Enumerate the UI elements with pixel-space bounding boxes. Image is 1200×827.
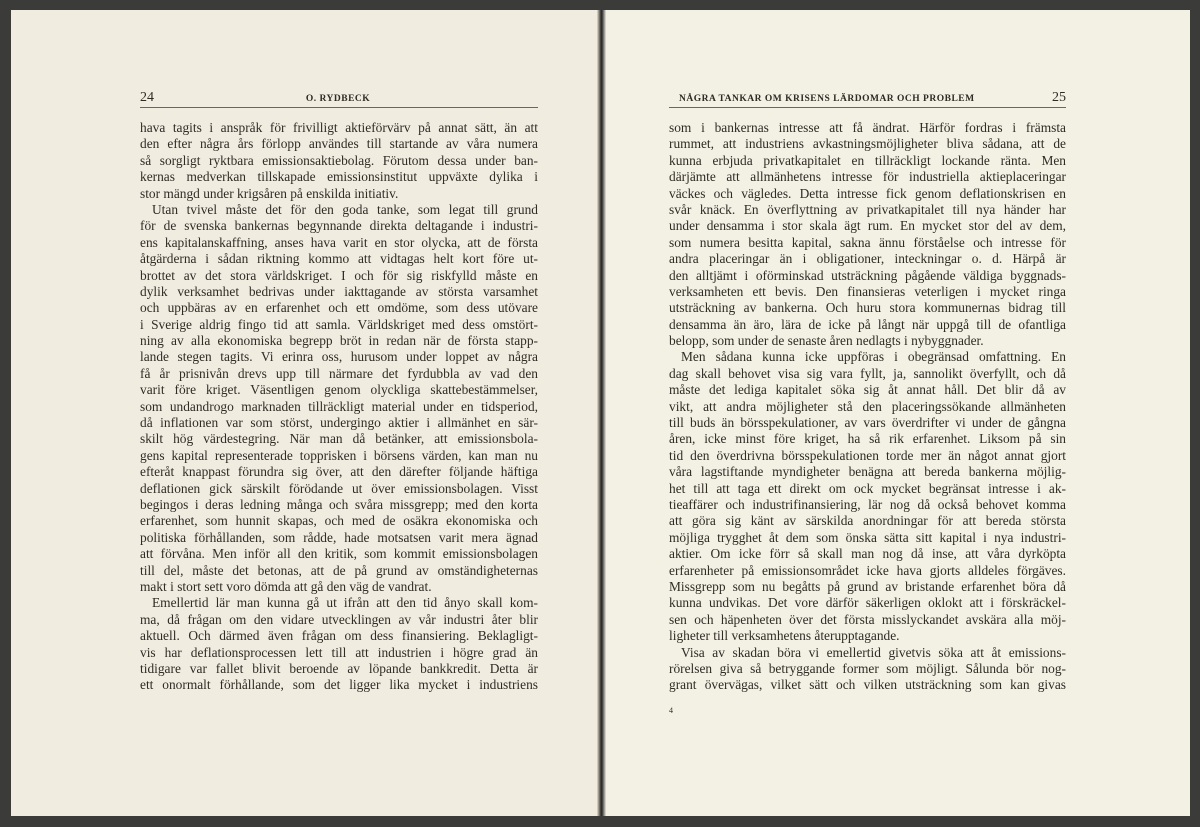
text-line: till del, måste det betonas, att de på grund av omständigheternas: [140, 562, 538, 578]
running-head: [140, 90, 538, 108]
text-line: och uppbäras av en erfarenhet och ett omdöme, som dess utövare: [140, 300, 538, 316]
text-line: för de svenska bankernas begynnande direkta deltagande i industri-: [140, 218, 538, 234]
text-line: den efter några års förlopp användes till startande av våra numera: [140, 136, 538, 152]
text-line: väckes och vägledes. Detta intresse fick genom deflationskrisen en: [669, 185, 1066, 201]
text-line: ligheter till verksamhetens återupptagande.: [669, 628, 900, 644]
text-line: ens kapitalanskaffning, anses hava varit en stor olycka, att de första: [140, 234, 538, 250]
text-line: under densamma i stor skala ägt rum. En mycket stor del av dem,: [669, 218, 1066, 234]
text-line: lande stegen tagits. Vi erinra oss, hurusom under loppet av några: [140, 349, 538, 365]
text-line: brottet av det stora världskriget. I och för sig riskfylld måste en: [140, 267, 538, 283]
text-line: politiska förhållanden, som rådde, hade motsatsen varit mera ägnad: [140, 529, 538, 545]
text-line: möjliga trygghet åt dem som önska sätta sitt kapital i nya industri-: [669, 529, 1066, 545]
text-line: tieaffärer och industrifinansiering, lär nog då också behovet komma: [669, 496, 1066, 512]
text-line: som undandrogo marknaden tillräckligt material under en tidsperiod,: [140, 398, 538, 414]
body-text: [669, 120, 1066, 694]
text-line: då inflationen var som störst, undergingo aktier i allmänhet en sär-: [140, 415, 538, 431]
text-line: att göra sig känt av särskilda anordningar för att bereda största: [669, 513, 1066, 529]
text-line: ett onormalt förhållande, som det ligger lika mycket i industriens: [140, 677, 538, 693]
body-text: [140, 120, 538, 694]
text-line: så sorgligt ryktbara emissionsaktiebolag. Förutom dessa under ban-: [140, 152, 538, 168]
text-line: tidigare var fallet blivit beroende av löpande bankkredit. Detta är: [140, 660, 538, 676]
text-line: densamma än äro, lära de icke på långt när uppgå till de ofantliga: [669, 316, 1066, 332]
text-line: kunna erbjuda privatkapitalet en tillräckligt lockande ränta. Men: [669, 152, 1066, 168]
text-line: i Sverige aldrig fingo tid att samla. Världskriget med dess omstört-: [140, 316, 538, 332]
text-line: dag skall behovet visa sig vara fyllt, ja, sannolikt överfyllt, och då: [669, 365, 1066, 381]
text-line: efteråt knappast förundra sig över, att den därefter följande häftiga: [140, 464, 538, 480]
page-number: 25: [1052, 90, 1066, 105]
running-head-title: NÅGRA TANKAR OM KRISENS LÄRDOMAR OCH PROBLEM: [679, 94, 975, 104]
text-line: andra placeringar än i obligationer, inteckningar o. d. Härpå är: [669, 251, 1066, 267]
text-line: aktuell. Och därmed även frågan om dess finansiering. Beklagligt-: [140, 628, 538, 644]
text-line: erfarenheter på emissionsområdet icke hava gjorts alldeles förgäves.: [669, 562, 1066, 578]
text-line: utsträckning av bankerna. Och huru stora kommunernas bidrag till: [669, 300, 1066, 316]
text-line: åren, icke minst före kriget, ha så rik erfarenhet. Liksom på sin: [669, 431, 1066, 447]
text-line: vikt, att andra möjligheter stå den placeringssökande allmänheten: [669, 398, 1066, 414]
text-line: hava tagits i anspråk för frivilligt aktieförvärv på annat sätt, än att: [140, 120, 538, 135]
page-number: 24: [140, 90, 154, 105]
text-line: därjämte att allmänhetens intresse för industriella aktieplaceringar: [669, 169, 1066, 185]
book-gutter: [597, 10, 606, 816]
text-line: verksamheten ett bevis. Den finansieras veterligen i mycket ringa: [669, 283, 1066, 299]
left-page: [11, 10, 597, 816]
text-line: åtgärderna i sådan riktning kommo att vidtagas helt kort före ut-: [140, 251, 538, 267]
text-line: ma, då frågan om den vidare utvecklingen av vår industri åter blir: [140, 611, 538, 627]
text-line: varit före kriget. Väsentligen genom olyckliga skattebestämmelser,: [140, 382, 538, 398]
text-line: begingos i deras ledning många och svåra missgrepp; med den korta: [140, 496, 538, 512]
text-line: het till att taga ett direkt om ock mycket begränsat intresse i ak-: [669, 480, 1066, 496]
text-line: ning av alla ekonomiska begrepp bröt in redan när de första stapp-: [140, 333, 538, 349]
text-line: kernas medverkan tillskapade emissionsinstitut uppväxte dylika i: [140, 169, 538, 185]
text-line: stor mängd under krigsåren på enskilda initiativ.: [140, 185, 399, 201]
text-line: som numera besitta kapital, sakna ännu förståelse och intresse för: [669, 234, 1066, 250]
text-line: grant övervägas, vilket sätt och vilken utsträckning som kan givas: [669, 677, 1066, 693]
text-line: måste det lediga kapitalet söka sig åt annat håll. Det blir då av: [669, 382, 1066, 398]
text-line: aktier. Om icke förr så skall man nog då inse, att våra dyrköpta: [669, 546, 1066, 562]
text-line: Visa av skadan böra vi emellertid givetvis söka att åt emissions-: [681, 644, 1066, 660]
running-head-title: O. RYDBECK: [305, 94, 371, 104]
text-line: Men sådana kunna icke uppföras i obegränsad omfattning. En: [681, 349, 1066, 365]
text-line: till buds än börsspekulationer, av vars överdrifter vi under de gångna: [669, 415, 1066, 431]
text-line: kunna undvikas. Det vore därför säkerligen oklokt att i förskräckel-: [669, 595, 1066, 611]
text-line: Emellertid lär man kunna gå ut ifrån att den tid ånyo skall kom-: [152, 595, 538, 611]
right-page: [606, 10, 1190, 816]
text-line: rummet, att industriens avkastningsmöjligheter bliva sådana, att de: [669, 136, 1066, 152]
text-line: dylik verksamhet bedrivas under iakttagande av största varsamhet: [140, 283, 538, 299]
text-line: Utan tvivel måste det för den goda tanke, som legat till grund: [152, 201, 538, 217]
text-line: deflationen gick särskilt förödande ut över emissionsbolagen. Visst: [140, 480, 538, 496]
text-line: belopp, som under de senaste åren nedlagts i nybyggnader.: [669, 333, 984, 349]
text-line: tid den överdrivna börsspekulationen torde mer än något annat gjort: [669, 447, 1066, 463]
text-line: rörelsen giva så betryggande former som möjligt. Sålunda bör nog-: [669, 660, 1066, 676]
signature-mark: 4: [669, 706, 673, 715]
text-line: vis har deflationsprocessen lett till att industrien i högre grad än: [140, 644, 538, 660]
text-line: sen och häpenheten över det första misslyckandet avskära alla möj-: [669, 611, 1066, 627]
text-line: gens kapital representerade topprisken i börsens värden, kan man nu: [140, 447, 538, 463]
text-line: få år prisnivån drevs upp till närmare det fyrdubbla av vad den: [140, 365, 538, 381]
text-line: att förvåna. Men inför all den kritik, som kommit emissionsbolagen: [140, 546, 538, 562]
text-line: makt i stort sett voro dömda att gå den väg de vandrat.: [140, 578, 432, 594]
text-line: svår knäck. En överflyttning av privatkapitalet till nya händer har: [669, 201, 1066, 217]
text-line: skilt hög värdestegring. När man då betänker, att emissionsbola-: [140, 431, 538, 447]
text-line: våra lagstiftande myndigheter benägna att bereda bankerna möjlig-: [669, 464, 1066, 480]
text-line: Missgrepp som nu begåtts på grund av bristande erfarenhet böra då: [669, 578, 1066, 594]
text-line: som i bankernas intresse att få ändrat. Härför fordras i främsta: [669, 120, 1066, 135]
running-head: [669, 90, 1066, 108]
text-line: den alltjämt i oförminskad utsträckning pågående väldiga byggnads-: [669, 267, 1066, 283]
text-line: erfarenhet, som hunnit skapas, och med de osäkra ekonomiska och: [140, 513, 538, 529]
